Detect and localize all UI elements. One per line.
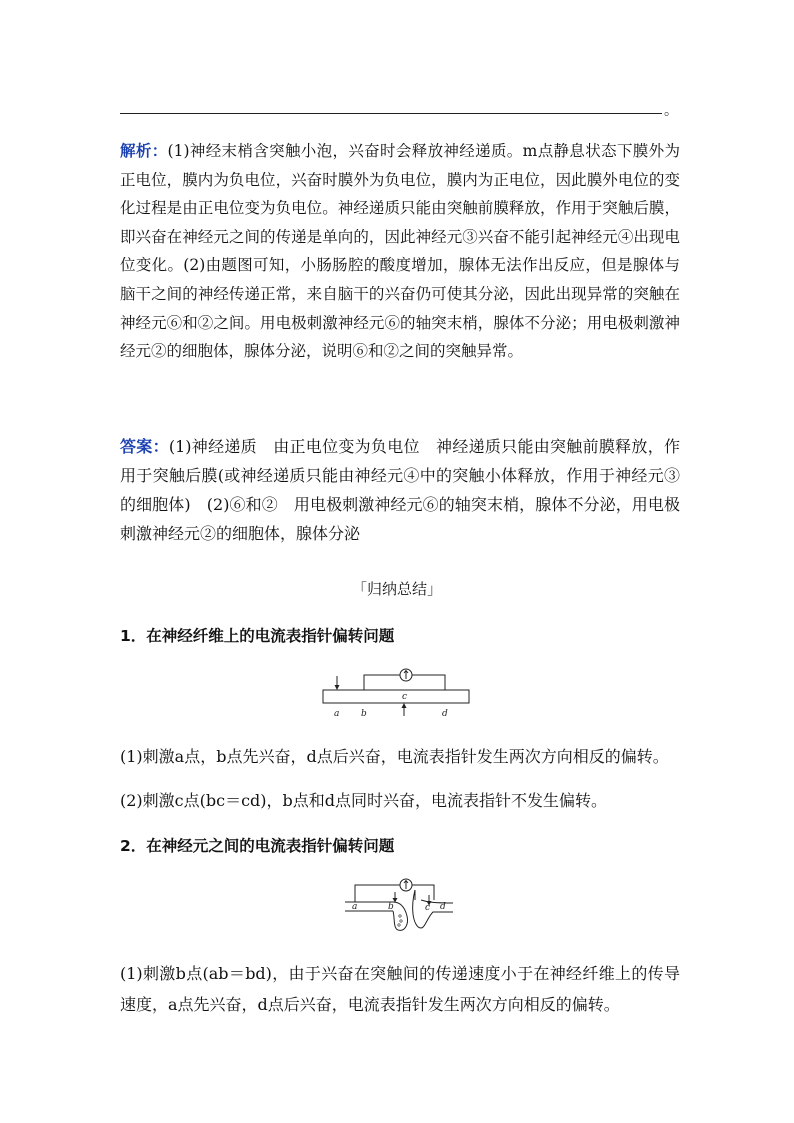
label-b: b: [361, 709, 367, 719]
stimulus-arrow-c: [402, 703, 407, 716]
stimulus-arrow-b: [393, 892, 398, 903]
answer-paragraph: [120, 432, 680, 548]
analysis-paragraph: [120, 137, 680, 366]
analysis-text: (1)神经末梢含突触小泡，兴奋时会释放神经递质。m点静息状态下膜外为正电位，膜内为负电位，兴奋时膜外为负电位，膜内为正电位，因此膜外电位的变化过程是由正电位变为负电位。神经递质只能由突触前膜释放，作用于突触后膜，即兴奋在神经元之间的传递是单向的，因此神经元③兴奋不能引起神经元④出现电位变化。(2)由题图可知，小肠肠腔的酸度增加，腺体无法作出反应，但是腺体与脑干之间的神经传递正常，来自脑干的兴奋仍可使其分泌，因此出现异常的突触在神经元⑥和②之间。用电极刺激神经元⑥的轴突末梢，腺体不分泌；用电极刺激神经元②的细胞体，腺体分泌，说明⑥和②之间的突触异常。: [120, 142, 680, 361]
summary-title: 「归纳总结」: [351, 580, 442, 598]
section1-item-1: (1)刺激a点，b点先兴奋，d点后兴奋，电流表指针发生两次方向相反的偏转。: [120, 747, 669, 766]
label-d: d: [442, 709, 448, 719]
nerve-fiber-diagram: [320, 664, 475, 722]
stimulus-arrow-a: [335, 676, 340, 690]
label-d: d: [440, 902, 446, 912]
label-c: c: [425, 903, 431, 913]
blank-line-period: 。: [664, 103, 678, 119]
answer-text: (1)神经递质 由正电位变为负电位 神经递质只能由突触前膜释放，作用于突触后膜(或神经递质只能由神经元④中的突触小体释放，作用于神经元③的细胞体) (2)⑥和② 用电极刺激神经元⑥的轴突末梢，腺体不分泌，用电极刺激神经元②的细胞体，腺体分泌: [120, 437, 680, 543]
label-a: a: [334, 709, 340, 719]
label-a: a: [352, 902, 358, 912]
galvanometer-icon: [400, 669, 412, 681]
section2-heading: 2．在神经元之间的电流表指针偏转问题: [120, 837, 395, 855]
label-b: b: [388, 902, 394, 912]
galvanometer-icon: [400, 879, 412, 891]
answer-blank-line: [120, 113, 662, 114]
answer-label: 答案：: [120, 437, 169, 456]
section2-item-1: (1)刺激b点(ab＝bd)，由于兴奋在突触间的传递速度小于在神经纤维上的传导速度，a点先兴奋，d点后兴奋，电流表指针发生两次方向相反的偏转。: [120, 964, 680, 1014]
label-c: c: [402, 692, 408, 702]
synapse-diagram: [343, 874, 455, 936]
synaptic-vesicles-icon: [398, 915, 402, 926]
section1-heading: 1．在神经纤维上的电流表指针偏转问题: [120, 627, 395, 645]
analysis-label: 解析：: [120, 142, 168, 160]
section1-item-2: (2)刺激c点(bc＝cd)，b点和d点同时兴奋，电流表指针不发生偏转。: [120, 791, 608, 810]
